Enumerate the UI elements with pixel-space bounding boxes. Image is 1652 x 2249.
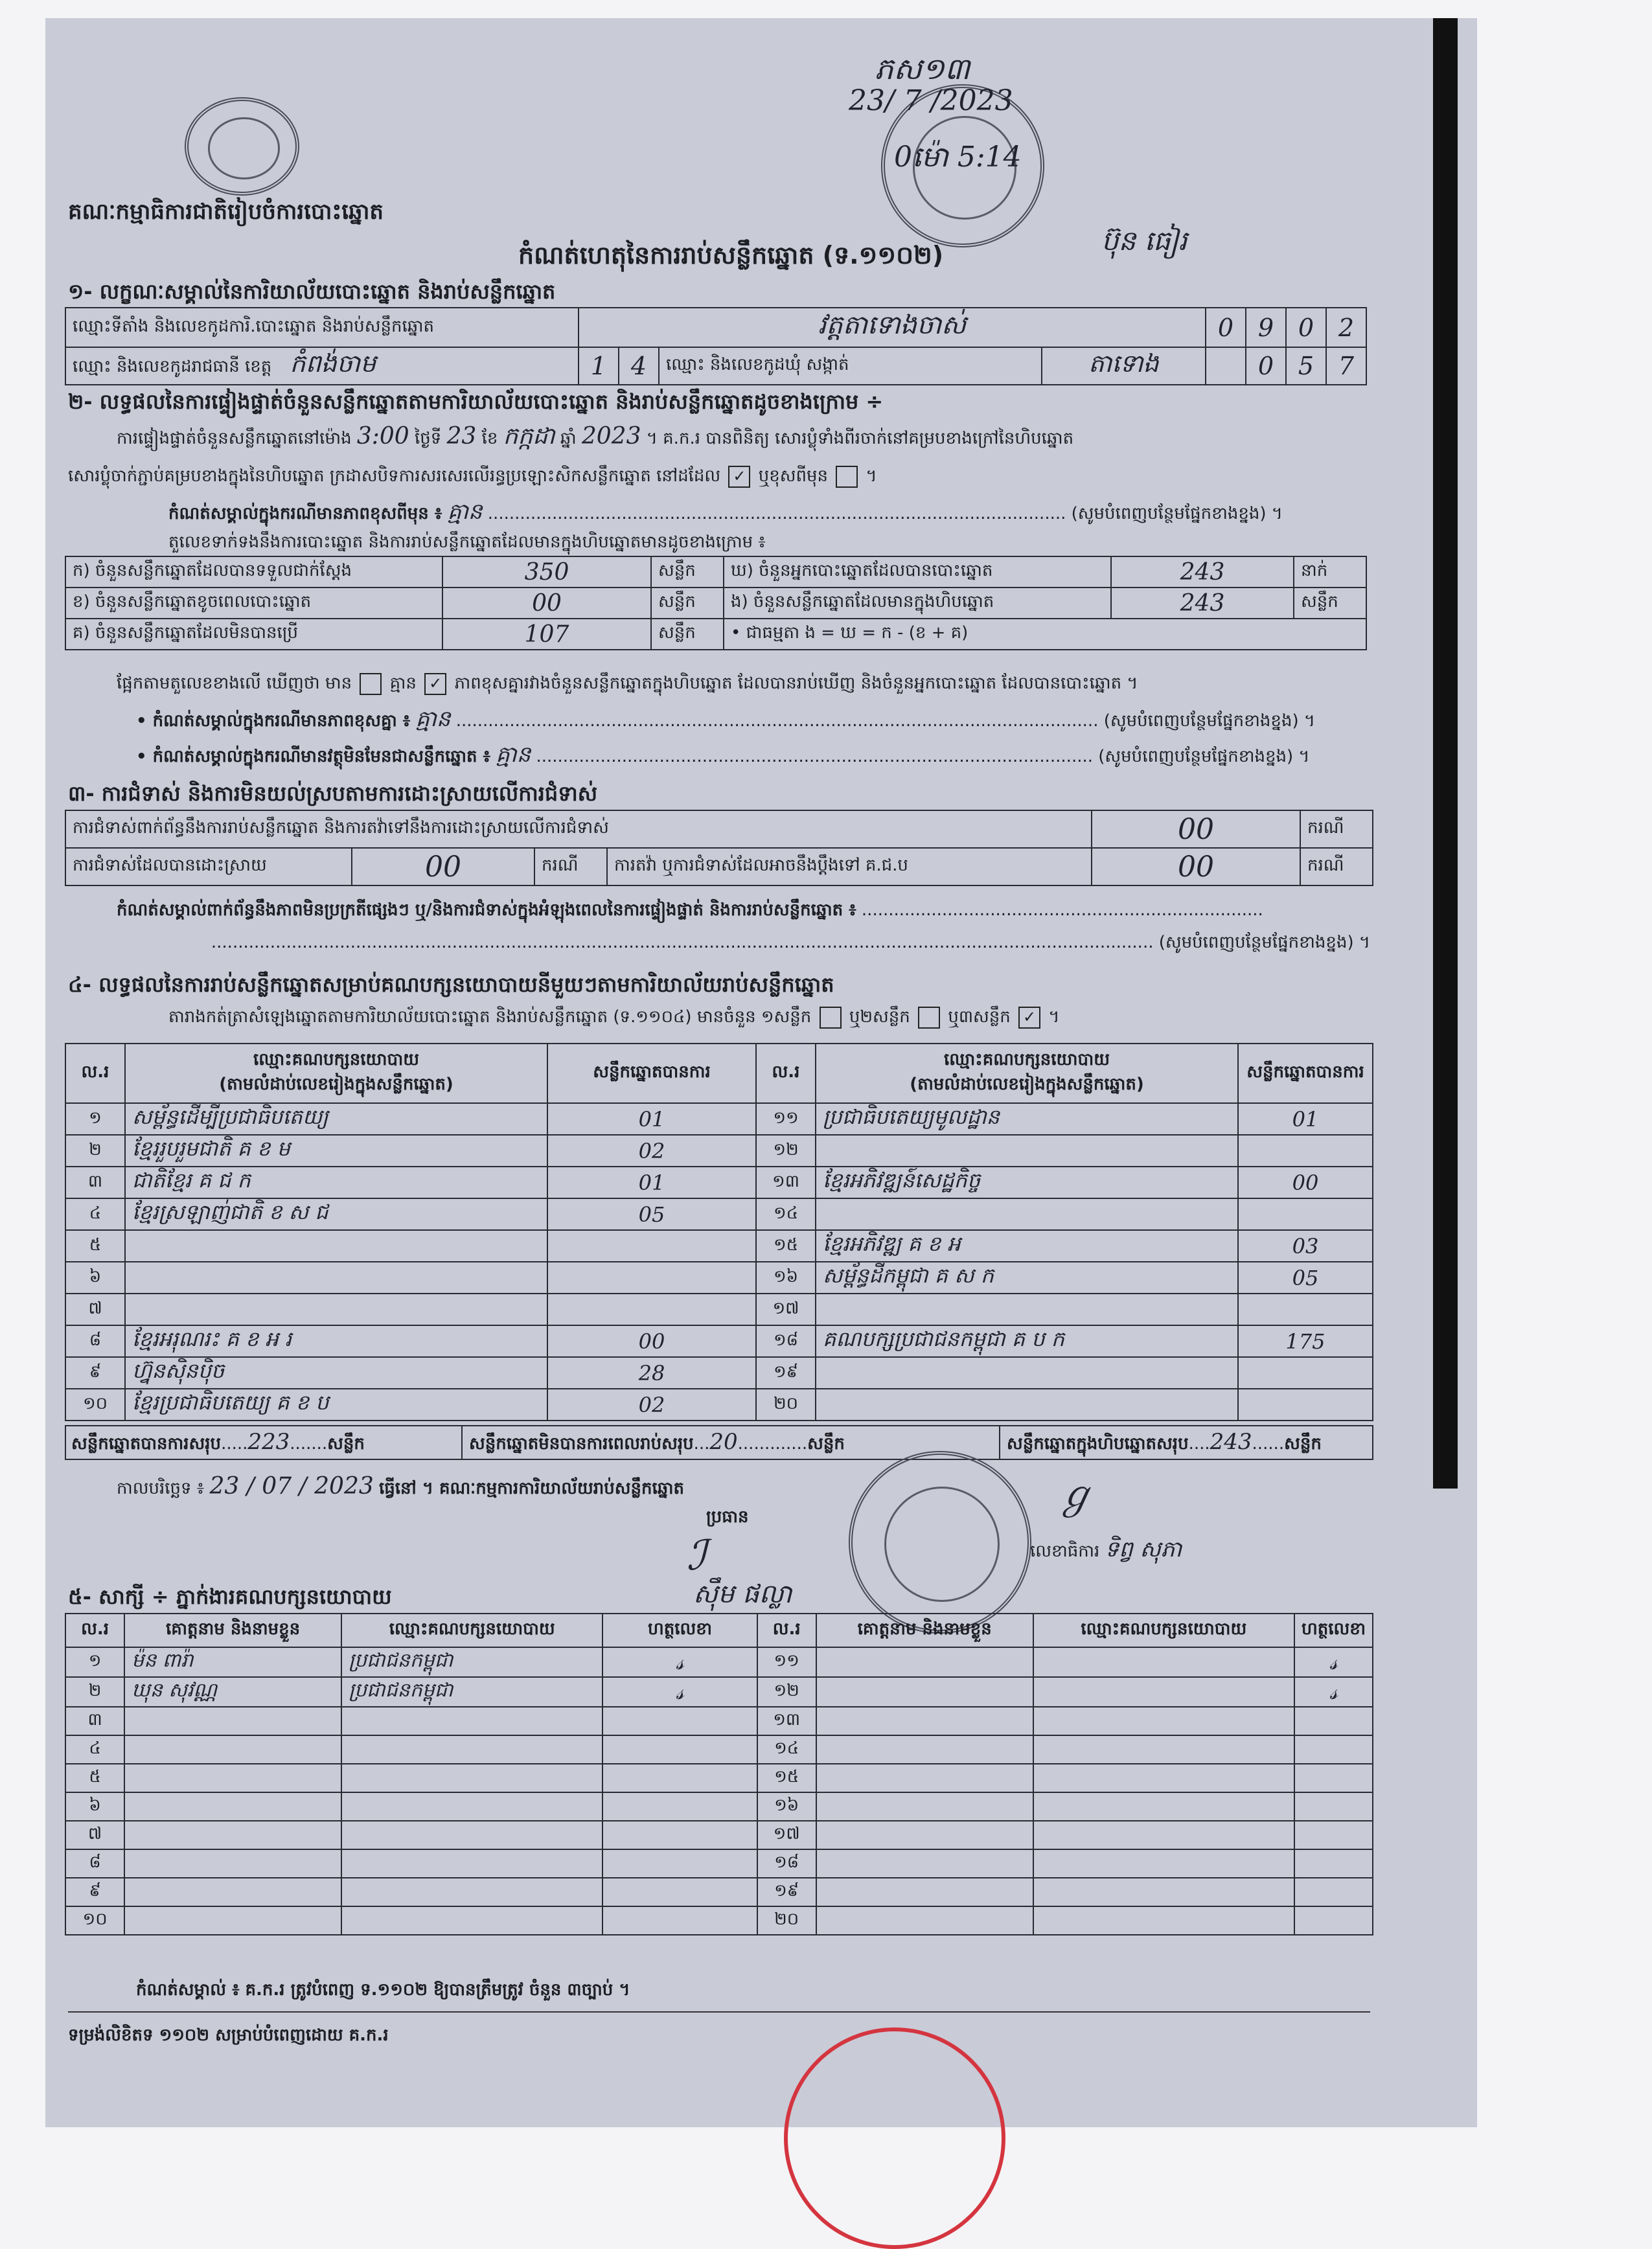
vote-count xyxy=(1238,1198,1373,1230)
vote-count: 05 xyxy=(547,1198,756,1230)
witness-party xyxy=(341,1821,602,1849)
col-votes: សន្លឹកឆ្នោតបានការ xyxy=(547,1044,756,1103)
party-name: ប្រជាធិបតេយ្យមូលដ្ឋាន xyxy=(816,1103,1238,1135)
table-row xyxy=(65,1647,1373,1677)
table-row xyxy=(65,1167,1373,1198)
col-no: ល.រ xyxy=(756,1044,816,1103)
objections-value: 00 xyxy=(1092,810,1300,848)
party-name: សម្ព័ន្ធដើម្បីប្រជាធិបតេយ្យ xyxy=(125,1103,547,1135)
province-name: កំពង់ចាម xyxy=(290,349,376,378)
witness-name xyxy=(124,1878,341,1906)
table-row xyxy=(65,1849,1373,1878)
totals-row: សន្លឹកឆ្នោតបានការសរុប.....223.......សន្លឹក សន្លឹកឆ្នោតមិនបានការពេលរាប់សរុប...20.............សន្លឹក សន្លឹកឆ្នោតក្នុងហិបឆ្នោតសរុប....243......សន្លឹក xyxy=(65,1425,1373,1460)
row-number: ៣ xyxy=(65,1707,124,1735)
row-number: ២ xyxy=(65,1677,124,1707)
table-row xyxy=(65,1792,1373,1821)
no-difference-checkbox[interactable]: ✓ xyxy=(424,673,446,695)
witness-name xyxy=(124,1735,341,1764)
unchanged-checkbox[interactable]: ✓ xyxy=(728,466,750,488)
vote-count xyxy=(1238,1357,1373,1389)
received-ballots-label: ក) ចំនួនសន្លឹកឆ្នោតដែលបានទទួលជាក់ស្តែង xyxy=(65,556,442,588)
appeals-label: ការតវ៉ា ឬការជំទាស់ដែលអាចនឹងប្តឹងទៅ គ.ជ.ប xyxy=(607,848,1092,885)
form-title: កំណត់ហេតុនៃការរាប់សន្លឹកឆ្នោត (ទ.១១០២) xyxy=(518,241,944,269)
party-name: ខ្មែរស្រឡាញ់ជាតិ ខ ស ជ xyxy=(125,1198,547,1230)
party-name xyxy=(816,1198,1238,1230)
annotation-name: ប៊ុន ធៀរ xyxy=(1101,225,1187,257)
row-number: ១៣ xyxy=(757,1707,816,1735)
province-code-digit: 1 xyxy=(579,347,619,385)
section4-heading: ៤- លទ្ធផលនៃការរាប់សន្លឹកឆ្នោតសម្រាប់គណបក្សនយោបាយនីមួយៗតាមការិយាល័យរាប់សន្លឹកឆ្នោត xyxy=(68,972,834,997)
foreign-object-note-line: • កំណត់សម្គាល់ក្នុងករណីមានវត្ថុមិនមែនជាសន្លឹកឆ្នោត ៖ គ្មាន ........................................................................................................ (សូមបំពេញបន្ថែមផ្នែកខាងខ្នង) ។ xyxy=(136,742,1310,768)
witness-signature: 𝓈 xyxy=(1294,1677,1373,1707)
annotation-code: ភស១៣ xyxy=(875,51,970,86)
vote-count: 03 xyxy=(1238,1230,1373,1262)
vote-count: 28 xyxy=(547,1357,756,1389)
witness-signature: 𝓈 xyxy=(602,1647,757,1677)
vote-count: 01 xyxy=(547,1103,756,1135)
party-name: គណបក្សប្រជាជនកម្ពុជា គ ប ក xyxy=(816,1325,1238,1357)
witness-party xyxy=(1033,1707,1294,1735)
valid-total: 223 xyxy=(247,1429,290,1455)
witness-party: ប្រជាជនកម្ពុជា xyxy=(341,1647,602,1677)
witness-signature xyxy=(1294,1764,1373,1792)
section5-heading: ៥- សាក្សី ÷ ភ្នាក់ងារគណបក្សនយោបាយ xyxy=(68,1584,392,1609)
invalid-total: 20 xyxy=(709,1429,738,1455)
witness-name xyxy=(124,1821,341,1849)
table-row xyxy=(65,1198,1373,1230)
row-number: ១៧ xyxy=(756,1294,816,1325)
party-name xyxy=(816,1357,1238,1389)
col-votes: សន្លឹកឆ្នោតបានការ xyxy=(1238,1044,1373,1103)
difference-note-value: គ្មាន xyxy=(415,706,451,732)
row-number: ៩ xyxy=(65,1878,124,1906)
witness-signature xyxy=(602,1792,757,1821)
witness-signature xyxy=(602,1906,757,1935)
row-number: ៧ xyxy=(65,1821,124,1849)
row-number: ១៤ xyxy=(756,1198,816,1230)
commune-name: តាទោង xyxy=(1042,347,1206,385)
row-number: ១៨ xyxy=(757,1849,816,1878)
row-number: ៨ xyxy=(65,1849,124,1878)
footer-note: កំណត់សម្គាល់ ៖ គ.ក.រ ត្រូវបំពេញ ទ.១១០២ ឱ្យបានត្រឹមត្រូវ ចំនួន ៣ច្បាប់ ។ xyxy=(136,1980,630,2000)
witness-party xyxy=(341,1764,602,1792)
witness-party xyxy=(1033,1849,1294,1878)
witness-party xyxy=(341,1878,602,1906)
commune-label: ឈ្មោះ និងលេខកូដឃុំ សង្កាត់ xyxy=(659,347,1042,385)
witness-name xyxy=(816,1792,1033,1821)
table-row xyxy=(65,1878,1373,1906)
witness-signature xyxy=(1294,1849,1373,1878)
tally-sheets-line: តារាងកត់ត្រាសំឡេងឆ្នោតតាមការិយាល័យបោះឆ្នោត និងរាប់សន្លឹកឆ្នោត (ទ.១១០៤) មានចំនួន ១សន្លឹក ឬ២សន្លឹក ឬ៣សន្លឹក ✓ ។ xyxy=(168,1001,1059,1033)
commune-code-digit: 7 xyxy=(1326,347,1366,385)
province-label: ឈ្មោះ និងលេខកូដរាជធានី ខេត្ត xyxy=(73,357,272,376)
vote-count: 01 xyxy=(547,1167,756,1198)
row-number: ៦ xyxy=(65,1792,124,1821)
results-table xyxy=(65,1043,1373,1421)
chair-signature: ℐ xyxy=(687,1532,707,1580)
row-number: ៤ xyxy=(65,1735,124,1764)
witness-party: ប្រជាជនកម្ពុជា xyxy=(341,1677,602,1707)
nec-emblem xyxy=(185,97,299,196)
station-code-digit: 0 xyxy=(1286,308,1326,347)
witness-signature xyxy=(1294,1906,1373,1935)
received-ballots-value: 350 xyxy=(442,556,651,588)
formula-note: • ជាធម្មតា ង = ឃ = ក - (ខ + គ) xyxy=(724,619,1366,650)
col-name: គោត្តនាម និងនាមខ្លួន xyxy=(124,1614,341,1647)
change-note-value: គ្មាន xyxy=(447,499,483,525)
witness-signature xyxy=(602,1735,757,1764)
row-number: ២ xyxy=(65,1135,125,1167)
row-number: ៤ xyxy=(65,1198,125,1230)
vote-count xyxy=(547,1294,756,1325)
change-note-line: កំណត់សម្គាល់ក្នុងករណីមានភាពខុសពីមុន ៖ គ្មាន ............................................................................................................ (សូមបំពេញបន្ថែមផ្នែកខាងខ្នង) ។ xyxy=(168,499,1283,525)
witness-name xyxy=(124,1764,341,1792)
table-row xyxy=(65,1764,1373,1792)
vote-count: 00 xyxy=(1238,1167,1373,1198)
polling-station-name: វត្តតាទោងចាស់ xyxy=(579,308,1206,347)
three-sheets-checkbox[interactable]: ✓ xyxy=(1018,1007,1040,1029)
check-time: 3:00 xyxy=(356,423,409,450)
table-row xyxy=(65,1325,1373,1357)
table-row xyxy=(65,1103,1373,1135)
vote-count xyxy=(1238,1294,1373,1325)
witness-signature xyxy=(1294,1792,1373,1821)
foreign-object-note-value: គ្មាន xyxy=(496,742,531,768)
row-number: ២០ xyxy=(756,1389,816,1421)
witness-name xyxy=(816,1707,1033,1735)
committee-name: គណៈកម្មាធិការជាតិរៀបចំការបោះឆ្នោត xyxy=(68,199,384,225)
witness-party xyxy=(341,1849,602,1878)
row-number: ១៥ xyxy=(756,1230,816,1262)
col-party: ឈ្មោះគណបក្សនយោបាយ (តាមលំដាប់លេខរៀងក្នុងសន្លឹកឆ្នោត) xyxy=(816,1044,1238,1103)
table-row xyxy=(65,1230,1373,1262)
party-name xyxy=(816,1294,1238,1325)
witness-name: ឃុន សុវណ្ណ xyxy=(124,1677,341,1707)
check-year: 2023 xyxy=(581,423,641,450)
spoiled-ballots-label: ខ) ចំនួនសន្លឹកឆ្នោតខូចពេលបោះឆ្នោត xyxy=(65,588,442,619)
row-number: ៦ xyxy=(65,1262,125,1294)
section3-heading: ៣- ការជំទាស់ និងការមិនយល់ស្របតាមការដោះស្រាយលើការជំទាស់ xyxy=(68,781,598,806)
secretary-name: ទិព្វ សុភា xyxy=(1105,1536,1182,1562)
row-number: ១១ xyxy=(756,1103,816,1135)
row-number: ១៣ xyxy=(756,1167,816,1198)
party-name: ជាតិខ្មែរ គ ជ ក xyxy=(125,1167,547,1198)
box-total: 243 xyxy=(1210,1429,1252,1455)
row-number: ៥ xyxy=(65,1764,124,1792)
vote-count xyxy=(547,1262,756,1294)
resolved-objections-label: ការជំទាស់ដែលបានដោះស្រាយ xyxy=(65,848,352,885)
row-number: ១ xyxy=(65,1103,125,1135)
witness-signature xyxy=(602,1707,757,1735)
table-row xyxy=(65,1735,1373,1764)
row-number: ៩ xyxy=(65,1357,125,1389)
witness-party xyxy=(1033,1677,1294,1707)
witness-name xyxy=(124,1849,341,1878)
col-name: គោត្តនាម និងនាមខ្លួន xyxy=(816,1614,1033,1647)
vote-count: 02 xyxy=(547,1135,756,1167)
col-signature: ហត្ថលេខា xyxy=(1294,1614,1373,1647)
table-row xyxy=(65,1294,1373,1325)
check-day: 23 xyxy=(446,423,477,450)
witness-signature xyxy=(602,1878,757,1906)
witness-name xyxy=(124,1792,341,1821)
row-number: ១៦ xyxy=(756,1262,816,1294)
witness-signature: 𝓈 xyxy=(602,1677,757,1707)
difference-note-line: • កំណត់សម្គាល់ក្នុងករណីមានភាពខុសគ្នា ៖ គ្មាន ........................................................................................................................ (សូមបំពេញបន្ថែមផ្នែកខាងខ្នង) ។ xyxy=(136,706,1315,732)
col-party: ឈ្មោះគណបក្សនយោបាយ (តាមលំដាប់លេខរៀងក្នុងសន្លឹកឆ្នោត) xyxy=(125,1044,547,1103)
table-row xyxy=(65,1357,1373,1389)
vote-count: 00 xyxy=(547,1325,756,1357)
witness-signature xyxy=(602,1764,757,1792)
party-name: ខ្មែរអរុណរះ គ ខ អ រ xyxy=(125,1325,547,1357)
appeals-value: 00 xyxy=(1092,848,1300,885)
chair-name: ស៊ឹម ផល្លា xyxy=(693,1579,792,1609)
table-row xyxy=(65,1707,1373,1735)
col-no: ល.រ xyxy=(65,1044,125,1103)
witness-name xyxy=(816,1849,1033,1878)
witness-name xyxy=(816,1906,1033,1935)
vote-count: 02 xyxy=(547,1389,756,1421)
party-name: ហ្វ៊ុនស៊ិនប៉ិច xyxy=(125,1357,547,1389)
witness-signature xyxy=(1294,1735,1373,1764)
col-party: ឈ្មោះគណបក្សនយោបាយ xyxy=(1033,1614,1294,1647)
seal-check-paragraph: ការផ្ទៀងផ្ទាត់ចំនួនសន្លឹកឆ្នោតនៅម៉ោង 3:00 ថ្ងៃទី 23 ខែ កក្កដា ឆ្នាំ 2023 ។ គ.ក.រ បានពិនិត្យ សោរប្លុំទាំងពីរចាក់នៅគម្របខាងក្រៅនៃហិបឆ្នោត xyxy=(117,423,1074,450)
witness-name xyxy=(124,1707,341,1735)
party-name xyxy=(125,1262,547,1294)
witness-table xyxy=(65,1613,1373,1935)
witness-signature xyxy=(1294,1821,1373,1849)
secretary-signature: ℊ xyxy=(1056,1472,1095,1518)
party-name xyxy=(816,1389,1238,1421)
annotation-time: 0ម៉ោ 5:14 xyxy=(894,141,1022,174)
row-number: ២០ xyxy=(757,1906,816,1935)
col-party: ឈ្មោះគណបក្សនយោបាយ xyxy=(341,1614,602,1647)
witness-party xyxy=(341,1707,602,1735)
station-code-digit: 9 xyxy=(1246,308,1286,347)
col-no: ល.រ xyxy=(757,1614,816,1647)
row-number: ១៧ xyxy=(757,1821,816,1849)
witness-name xyxy=(816,1878,1033,1906)
party-name: ខ្មែរអភិវឌ្ឍន៍សេដ្ឋកិច្ច xyxy=(816,1167,1238,1198)
polling-station-label: ឈ្មោះទីតាំង និងលេខកូដការិ.បោះឆ្នោត និងរាប់សន្លឹកឆ្នោត xyxy=(65,308,579,347)
witness-party xyxy=(1033,1906,1294,1935)
date-value: 23 / 07 / 2023 xyxy=(209,1473,374,1500)
witness-signature xyxy=(602,1821,757,1849)
seal-status-line: សោរប្លុំចាក់ភ្ជាប់គម្របខាងក្នុងនៃហិបឆ្នោត ក្រដាសបិទការសរសេរលើរន្ធប្រឡោះសិកសន្លឹកឆ្នោត នៅដដែល ✓ ឬខុសពីមុន ។ xyxy=(68,460,877,492)
discrepancy-line: ផ្អែកតាមតួលេខខាងលើ ឃើញថា មាន គ្មាន ✓ ភាពខុសគ្នារវាងចំនួនសន្លឹកឆ្នោតក្នុងហិបឆ្នោត ដែលបានរាប់ឃើញ និងចំនួនអ្នកបោះឆ្នោត ដែលបានបោះឆ្នោត ។ xyxy=(117,667,1138,700)
party-name xyxy=(125,1294,547,1325)
check-month: កក្កដា xyxy=(503,423,555,450)
one-sheet-checkbox[interactable] xyxy=(820,1007,842,1029)
irregularity-note: កំណត់សម្គាល់ពាក់ព័ន្ធនឹងភាពមិនប្រក្រតីផ្សេងៗ ឬ/និងការជំទាស់ក្នុងអំឡុងពេលនៃការផ្ទៀងផ្ទាត់ និងការរាប់សន្លឹកឆ្នោត ៖ ........................................................................... xyxy=(117,900,1263,920)
row-number: ៥ xyxy=(65,1230,125,1262)
commune-code-digit: 0 xyxy=(1246,347,1286,385)
table-row xyxy=(65,1389,1373,1421)
two-sheets-checkbox[interactable] xyxy=(918,1007,940,1029)
station-code-digit: 0 xyxy=(1206,308,1246,347)
row-number: ១០ xyxy=(65,1389,125,1421)
vote-count xyxy=(547,1230,756,1262)
col-signature: ហត្ថលេខា xyxy=(602,1614,757,1647)
red-stamp-bottom xyxy=(784,2027,1005,2249)
irregularity-note-line2: ................................................................................................................................................................................ (សូមបំពេញបន្ថែមផ្នែកខាងខ្នង) ។ xyxy=(211,933,1370,952)
witness-signature: 𝓈 xyxy=(1294,1647,1373,1677)
row-number: ១២ xyxy=(756,1135,816,1167)
resolved-objections-value: 00 xyxy=(352,848,534,885)
footer-rule xyxy=(68,2011,1370,2013)
table-row xyxy=(65,1821,1373,1849)
objections-table: ការជំទាស់ពាក់ព័ន្ធនឹងការរាប់សន្លឹកឆ្នោត និងការតវ៉ាទៅនឹងការដោះស្រាយលើការជំទាស់ 00 ករណី ការជំទាស់ដែលបានដោះស្រាយ 00 ករណី ការតវ៉ា ឬការជំទាស់ដែលអាចនឹងប្តឹងទៅ គ.ជ.ប 00 ករណី xyxy=(65,810,1373,886)
party-name: ខ្មែររួបរួមជាតិ គ ខ ម xyxy=(125,1135,547,1167)
vote-count: 05 xyxy=(1238,1262,1373,1294)
col-no: ល.រ xyxy=(65,1614,124,1647)
party-name xyxy=(125,1230,547,1262)
vote-count xyxy=(1238,1135,1373,1167)
section2-heading: ២- លទ្ធផលនៃការផ្ទៀងផ្ទាត់ចំនួនសន្លឹកឆ្នោតតាមការិយាល័យបោះឆ្នោត និងរាប់សន្លឹកឆ្នោតដូចខាងក្រោម ÷ xyxy=(68,389,884,414)
witness-name xyxy=(816,1764,1033,1792)
commune-code-digit: 5 xyxy=(1286,347,1326,385)
table-row xyxy=(65,1135,1373,1167)
row-number: ១៨ xyxy=(756,1325,816,1357)
row-number: ៨ xyxy=(65,1325,125,1357)
witness-party xyxy=(1033,1735,1294,1764)
witness-name: ម៉ន ពារ៉ា xyxy=(124,1647,341,1677)
party-name xyxy=(816,1135,1238,1167)
spoiled-ballots-value: 00 xyxy=(442,588,651,619)
ballot-figures-table: ក) ចំនួនសន្លឹកឆ្នោតដែលបានទទួលជាក់ស្តែង 350 សន្លឹក ឃ) ចំនួនអ្នកបោះឆ្នោតដែលបានបោះឆ្នោត 243 នាក់ ខ) ចំនួនសន្លឹកឆ្នោតខូចពេលបោះឆ្នោត 00 សន្លឹក ង) ចំនួនសន្លឹកឆ្នោតដែលមានក្នុងហិបឆ្នោត 243 សន្លឹក គ) ចំនួនសន្លឹកឆ្នោតដែលមិនបានប្រើ 107 សន្លឹក • ជាធម្មតា ង = ឃ = ក - (ខ + គ) xyxy=(65,556,1367,650)
chair-label: ប្រធាន xyxy=(706,1507,749,1527)
row-number: ១០ xyxy=(65,1906,124,1935)
row-number: ១៥ xyxy=(757,1764,816,1792)
figures-intro: តួលេខទាក់ទងនឹងការបោះឆ្នោត និងការរាប់សន្លឹកឆ្នោតដែលមានក្នុងហិបឆ្នោតមានដូចខាងក្រោម ៖ xyxy=(168,532,766,552)
section1-table xyxy=(65,307,1367,385)
official-stamp-bottom xyxy=(849,1451,1031,1634)
unused-ballots-label: គ) ចំនួនសន្លឹកឆ្នោតដែលមិនបានប្រើ xyxy=(65,619,442,650)
witness-party xyxy=(1033,1647,1294,1677)
station-code-digit: 2 xyxy=(1326,308,1366,347)
table-row xyxy=(65,1677,1373,1707)
row-number: ១៦ xyxy=(757,1792,816,1821)
ballots-in-box-label: ង) ចំនួនសន្លឹកឆ្នោតដែលមានក្នុងហិបឆ្នោត xyxy=(724,588,1111,619)
table-row xyxy=(65,1906,1373,1935)
witness-name xyxy=(816,1735,1033,1764)
row-number: ១១ xyxy=(757,1647,816,1677)
date-line: កាលបរិច្ឆេទ ៖ 23 / 07 / 2023 ធ្វើនៅ ។ គណៈកម្មការការិយាល័យរាប់សន្លឹកឆ្នោត xyxy=(117,1473,685,1500)
party-name: ខ្មែរប្រជាធិបតេយ្យ គ ខ ប xyxy=(125,1389,547,1421)
witness-signature xyxy=(602,1849,757,1878)
changed-checkbox[interactable] xyxy=(836,466,858,488)
secretary-line: លេខាធិការ ទិព្វ សុភា xyxy=(1030,1536,1182,1562)
section1-heading: ១- លក្ខណៈសម្គាល់នៃការិយាល័យបោះឆ្នោត និងរាប់សន្លឹកឆ្នោត xyxy=(68,279,556,304)
witness-name xyxy=(816,1647,1033,1677)
row-number: ១៩ xyxy=(756,1357,816,1389)
witness-party xyxy=(341,1906,602,1935)
ballots-in-box-value: 243 xyxy=(1111,588,1294,619)
vote-count: 01 xyxy=(1238,1103,1373,1135)
witness-party xyxy=(341,1735,602,1764)
witness-party xyxy=(1033,1764,1294,1792)
table-row xyxy=(65,1262,1373,1294)
row-number: ១៩ xyxy=(757,1878,816,1906)
form-code: ទម្រង់លិខិតទ ១១០២ សម្រាប់បំពេញដោយ គ.ក.រ xyxy=(68,2026,389,2045)
vote-count: 175 xyxy=(1238,1325,1373,1357)
unused-ballots-value: 107 xyxy=(442,619,651,650)
row-number: ៣ xyxy=(65,1167,125,1198)
province-code-digit: 4 xyxy=(619,347,659,385)
witness-name xyxy=(816,1677,1033,1707)
party-name: ខ្មែរអភិវឌ្ឍ គ ខ អ xyxy=(816,1230,1238,1262)
annotation-date: 23/ 7 /2023 xyxy=(849,84,1013,117)
witness-name xyxy=(816,1821,1033,1849)
witness-name xyxy=(124,1906,341,1935)
witness-party xyxy=(1033,1821,1294,1849)
binding-edge xyxy=(1433,18,1458,1489)
row-number: ១ xyxy=(65,1647,124,1677)
witness-signature xyxy=(1294,1878,1373,1906)
party-name: សម្ព័ន្ធដីកម្ពុជា គ ស ក xyxy=(816,1262,1238,1294)
voters-label: ឃ) ចំនួនអ្នកបោះឆ្នោតដែលបានបោះឆ្នោត xyxy=(724,556,1111,588)
witness-party xyxy=(341,1792,602,1821)
vote-count xyxy=(1238,1389,1373,1421)
witness-party xyxy=(1033,1878,1294,1906)
objections-label: ការជំទាស់ពាក់ព័ន្ធនឹងការរាប់សន្លឹកឆ្នោត និងការតវ៉ាទៅនឹងការដោះស្រាយលើការជំទាស់ xyxy=(65,810,1092,848)
row-number: ៧ xyxy=(65,1294,125,1325)
row-number: ១២ xyxy=(757,1677,816,1707)
voters-value: 243 xyxy=(1111,556,1294,588)
row-number: ១៤ xyxy=(757,1735,816,1764)
has-difference-checkbox[interactable] xyxy=(360,673,382,695)
witness-party xyxy=(1033,1792,1294,1821)
witness-signature xyxy=(1294,1707,1373,1735)
